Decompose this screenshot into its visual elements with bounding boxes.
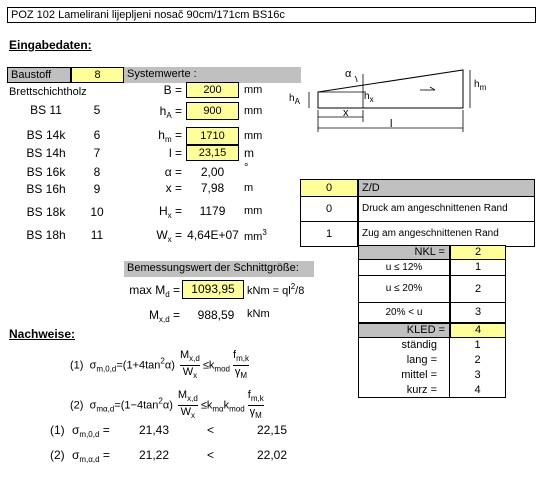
zd-row-label: Druck am angeschnittenen Rand — [358, 197, 535, 222]
param-l-label: l = — [168, 146, 182, 160]
section-heading-input: Eingabedaten: — [9, 38, 92, 52]
param-Wx-unit: $mm^3$ — [244, 228, 267, 243]
beam-shape — [318, 70, 463, 108]
nkl-row-value: 3 — [450, 303, 506, 323]
section-heading-nachweise: Nachweise: — [9, 327, 76, 341]
diagram-hx-label: $h_x$ — [364, 91, 374, 104]
kled-value[interactable]: 4 — [450, 323, 506, 338]
kled-row-label: mittel = — [358, 368, 450, 383]
param-Hx-value: 1179 — [199, 204, 226, 218]
kled-row-label: lang = — [358, 353, 450, 368]
grade-name: BS 16k — [26, 165, 66, 179]
param-hA-unit: mm — [244, 105, 263, 117]
grade-id: 10 — [90, 205, 104, 219]
result-value: 21,22 — [139, 448, 170, 462]
diagram-l-label: l — [390, 118, 393, 130]
baustoff-label: Baustoff — [7, 67, 71, 83]
param-Wx-label: $W_x$ = — [156, 228, 182, 244]
baustoff-value[interactable]: 8 — [71, 67, 124, 83]
param-hA-label: $h_A$ = — [159, 104, 182, 120]
nkl-row-label: u ≤ 12% — [358, 260, 450, 276]
beam-diagram — [285, 62, 500, 142]
nkl-row-label: 20% < u — [358, 303, 450, 323]
material-name: Brettschichtholz — [9, 86, 87, 98]
grade-id: 11 — [90, 228, 104, 242]
grade-name: BS 16h — [26, 182, 66, 196]
param-x-label: x = — [165, 181, 182, 195]
grade-id: 6 — [93, 128, 101, 142]
grade-name: BS 14h — [26, 146, 66, 160]
design-heading: Bemessungswert der Schnittgröße: — [124, 261, 314, 277]
result-label: $\sigma_{m,\alpha,d}$ = — [72, 448, 110, 464]
zd-header-label: Z/D — [358, 179, 535, 197]
param-alpha-label: α = — [164, 165, 182, 179]
result-comparison: < — [207, 448, 215, 462]
diagram-x-label: x — [343, 107, 349, 119]
nkl-row-label: u ≤ 20% — [358, 276, 450, 303]
nkl-value[interactable]: 2 — [450, 245, 506, 260]
param-hm-input[interactable]: 1710 — [186, 127, 239, 145]
result-limit: 22,15 — [257, 423, 288, 437]
param-B-input[interactable]: 200 — [186, 82, 239, 98]
zd-row-value: 1 — [300, 222, 358, 247]
result-value: 21,43 — [139, 423, 170, 437]
diagram-hm-label: $h_m$ — [474, 79, 487, 92]
kled-row-label: ständig — [358, 338, 450, 353]
maxMd-input[interactable]: 1093,95 — [182, 280, 244, 299]
Mxd-label: $M_{x,d}$ = — [148, 308, 180, 324]
nkl-row-value: 1 — [450, 260, 506, 276]
param-hm-unit: mm — [244, 130, 263, 142]
grade-name: BS 18k — [26, 205, 66, 219]
grade-name: BS 11 — [30, 103, 62, 117]
param-x-unit: m — [244, 182, 254, 194]
zd-header-value[interactable]: 0 — [300, 179, 358, 197]
param-x-value: 7,98 — [200, 181, 225, 195]
page-title: POZ 102 Lamelirani lijepljeni nosač 90cm/171cm BS16c — [11, 9, 285, 21]
result-number: (2) — [50, 448, 65, 462]
diagram-hA-label: $h_A$ — [289, 93, 300, 106]
param-hA-input[interactable]: 900 — [186, 102, 239, 120]
param-B-label: B = — [163, 83, 182, 97]
zd-row-value: 0 — [300, 197, 358, 222]
Mxd-value: 988,59 — [197, 308, 235, 322]
maxMd-unit: kNm = $ql^2/8$ — [247, 282, 305, 297]
param-alpha-value: 2,00 — [200, 165, 225, 179]
result-label: $\sigma_{m,0,d}$ = — [72, 423, 110, 439]
grade-id: 7 — [93, 146, 101, 160]
kled-row-label: kurz = — [358, 383, 450, 398]
param-l-unit: m — [244, 146, 254, 160]
formula-2: (2) $\sigma_{m\alpha,d}=(1-4\tan^2\alpha)$ $\frac{M_{x,d}}{W_x}$ $\le k_{m\alpha}k_{mod}$ $\frac{f_{m,k}}{\gamma_M}$ — [70, 389, 264, 420]
param-Wx-value: 4,64E+07 — [187, 228, 239, 242]
diagram-alpha-label: α — [345, 68, 352, 80]
result-limit: 22,02 — [257, 448, 288, 462]
param-Hx-label: $H_x$ = — [158, 204, 182, 220]
zd-row-label: Zug am angeschnittenen Rand — [358, 222, 535, 247]
Mxd-unit: kNm — [247, 308, 270, 320]
kled-row-value: 2 — [450, 353, 506, 368]
grade-id: 8 — [93, 165, 101, 179]
param-hm-label: $h_m$ = — [158, 128, 182, 144]
kled-row-value: 4 — [450, 383, 506, 398]
result-number: (1) — [50, 423, 65, 437]
grade-name: BS 14k — [26, 128, 66, 142]
kled-row-value: 1 — [450, 338, 506, 353]
nkl-label: NKL = — [358, 245, 450, 260]
grade-id: 9 — [93, 182, 101, 196]
param-B-unit: mm — [244, 84, 263, 96]
grade-name: BS 18h — [26, 228, 66, 242]
maxMd-label: $\max M_d$ = — [129, 283, 180, 299]
param-l-input[interactable]: 23,15 — [186, 145, 239, 161]
param-Hx-unit: mm — [244, 205, 263, 217]
result-comparison: < — [207, 423, 215, 437]
kled-label: KLED = — [358, 323, 450, 338]
formula-1: (1) $\sigma_{m,0,d}=(1+4\tan^2\alpha)$ $\frac{M_{x,d}}{W_x}$ $\le k_{mod}$ $\frac{f_{m,k}}{\gamma_M}$ — [70, 349, 249, 380]
systemwerte-label: Systemwerte : — [124, 67, 301, 83]
param-alpha-unit: ° — [244, 162, 249, 174]
grade-id: 5 — [93, 103, 101, 117]
kled-row-value: 3 — [450, 368, 506, 383]
nkl-row-value: 2 — [450, 276, 506, 303]
title-bar — [7, 7, 536, 23]
